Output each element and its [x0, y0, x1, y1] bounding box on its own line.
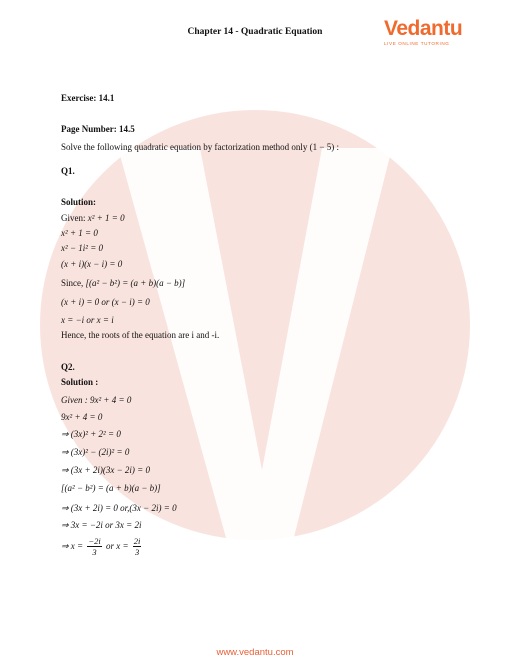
q1-conclusion: Hence, the roots of the equation are i and -i. — [61, 330, 220, 340]
q1-identity — [61, 278, 185, 289]
fraction-numerator: −2i — [88, 536, 101, 547]
q2-given: Given : 9x² + 4 = 0 — [61, 395, 132, 405]
q1-solution-label: Solution: — [61, 197, 97, 207]
fraction-neg-2i-over-3 — [87, 536, 101, 557]
q1-step-3: (x + i)(x − i) = 0 — [61, 259, 123, 269]
exercise-heading: Exercise: 14.1 — [61, 93, 115, 103]
footer-link[interactable]: www.vedantu.com — [216, 647, 294, 658]
q1-label: Q1. — [61, 166, 75, 176]
fraction-denominator: 3 — [134, 547, 140, 558]
q1-since-expr: [(a² − b²) = (a + b)(a − b)] — [85, 278, 186, 288]
q2-step-4: ⇒ (3x + 2i)(3x − 2i) = 0 — [61, 465, 150, 475]
q2-label: Q2. — [61, 362, 75, 372]
logo-wordmark: Vedantu — [384, 17, 463, 40]
q1-step-1: x² + 1 = 0 — [61, 228, 98, 238]
fraction-2i-over-3 — [133, 536, 142, 557]
fraction-denominator: 3 — [92, 547, 97, 558]
q1-given — [61, 213, 125, 224]
vedantu-logo — [384, 18, 468, 46]
page-number: Page Number: 14.5 — [61, 124, 135, 134]
q2-step-2: ⇒ (3x)² + 2² = 0 — [61, 429, 121, 439]
q2-step-6: ⇒ (3x + 2i) = 0 or,(3x − 2i) = 0 — [61, 503, 177, 513]
instruction-text: Solve the following quadratic equation by factorization method only (1 − 5) : — [61, 142, 340, 152]
q2-step-1: 9x² + 4 = 0 — [61, 412, 103, 422]
q2-step-8-middle: or x = — [105, 541, 129, 551]
fraction-numerator: 2i — [133, 536, 141, 547]
q1-step-4: (x + i) = 0 or (x − i) = 0 — [61, 297, 150, 307]
chapter-title: Chapter 14 - Quadratic Equation — [187, 27, 323, 37]
q2-step-8 — [61, 536, 143, 557]
q1-step-5: x = −i or x = i — [61, 315, 114, 325]
q1-given-prefix: Given: — [61, 213, 86, 223]
q2-step-8-prefix: ⇒ x = — [61, 541, 84, 551]
logo-tagline: LIVE ONLINE TUTORING — [384, 41, 450, 46]
q2-step-3: ⇒ (3x)² − (2i)² = 0 — [61, 447, 130, 457]
q1-given-expr: x² + 1 = 0 — [87, 213, 125, 223]
q2-solution-label: Solution : — [61, 377, 99, 387]
q1-since-prefix: Since, — [61, 278, 84, 288]
q2-step-7: ⇒ 3x = −2i or 3x = 2i — [61, 520, 142, 530]
q2-identity: [(a² − b²) = (a + b)(a − b)] — [61, 483, 161, 493]
q1-step-2: x² − 1i² = 0 — [61, 243, 104, 253]
